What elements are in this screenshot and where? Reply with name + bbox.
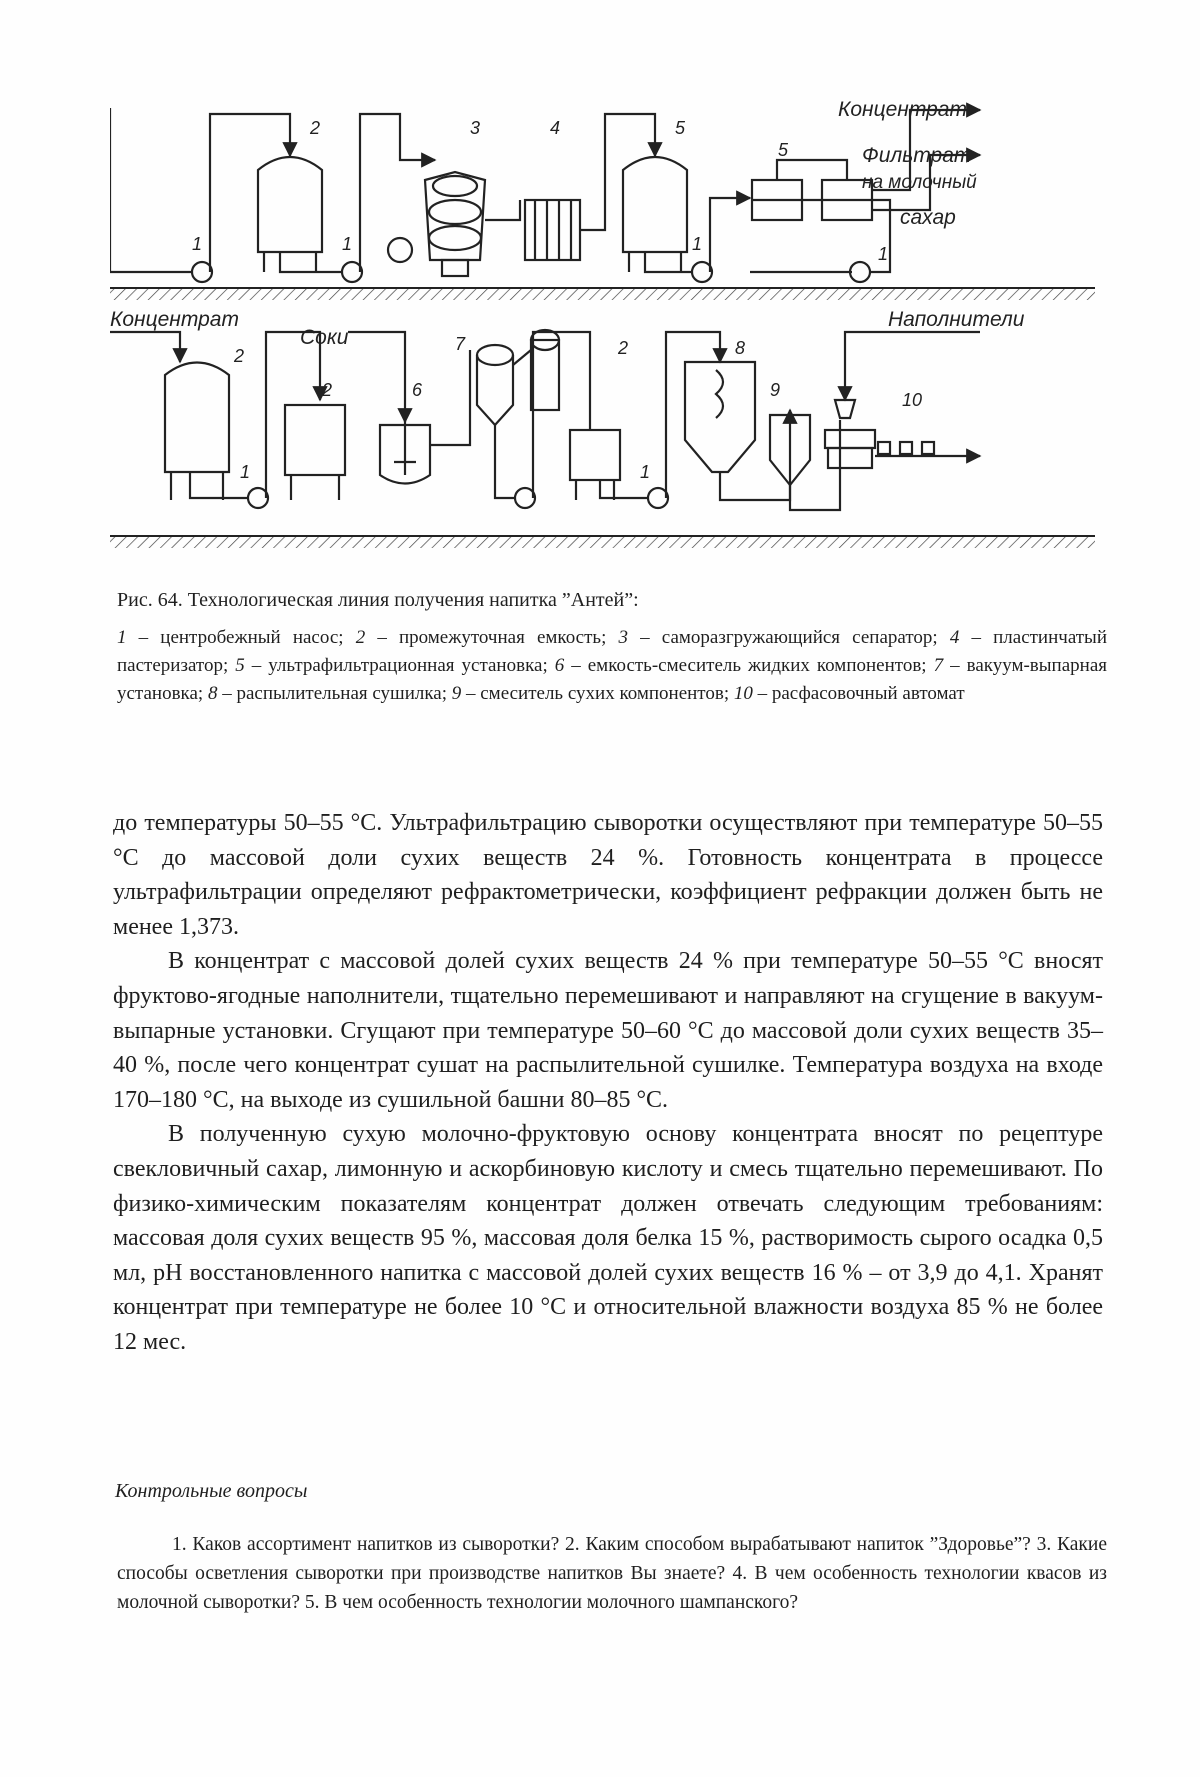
legend-number: 9 (451, 683, 462, 704)
legend-number: 8 (207, 683, 218, 704)
legend-number: 4 (949, 627, 960, 648)
tank-icon (285, 405, 345, 475)
legend-text: – вакуум-выпарная установка; (117, 655, 1107, 704)
number-label: 9 (770, 380, 781, 400)
legend-number: 7 (933, 655, 944, 676)
legend-text: – емкость-смеситель жидких компонентов; (564, 655, 934, 676)
tank-icon (258, 157, 322, 252)
packing-machine-icon (825, 430, 875, 448)
legend-number: 6 (554, 655, 565, 676)
number-label: 3 (470, 118, 481, 138)
floor-top (110, 288, 1095, 300)
number-label: 1 (342, 234, 353, 254)
label-to-milk-sugar-1: на молочный (862, 172, 977, 193)
legend-text: – пластинчатый пастеризатор; (117, 627, 1107, 676)
number-label: 7 (455, 334, 466, 354)
number-label: 1 (192, 234, 203, 254)
spray-dryer-icon (685, 362, 755, 472)
label-to-milk-sugar-2: сахар (900, 206, 956, 229)
number-label: 6 (412, 380, 423, 400)
number-label: 2 (618, 338, 629, 358)
number-label: 1 (240, 462, 251, 482)
legend-number: 1 (117, 627, 127, 648)
legend-text: – центробежный насос; (126, 627, 356, 648)
legend-text: – расфасовочный автомат (752, 683, 965, 704)
number-label: 2 (234, 346, 245, 366)
label-juices: Соки (300, 326, 349, 349)
tank-icon (623, 157, 687, 252)
number-label: 2 (322, 380, 333, 400)
number-label: 5 (675, 118, 686, 138)
figure-caption: Рис. 64. Технологическая линия получения напитка ”Антей”: (117, 589, 639, 611)
number-label: 10 (902, 390, 923, 410)
legend-text: – смеситель сухих компонентов; (461, 683, 734, 704)
number-label: 5 (778, 140, 789, 160)
tank-icon (570, 430, 620, 480)
paragraph: до температуры 50–55 °С. Ультрафильтрацию сыворотки осуществляют при температуре 50–55 °С до массовой доли сухих веществ 24 %. Готовность концентрата в процессе ультрафильтрации определяют рефрактометрически, коэффициент рефракции должен быть не менее 1,373. (113, 810, 1103, 940)
paragraph: В полученную сухую молочно-фруктовую основу концентрата вносят по рецептуре свекловичный сахар, лимонную и аскорбиновую кислоту и смесь тщательно перемешивают. По физико-химическим показателям концентрат должен отвечать следующим требованиям: массовая доля сухих веществ 95 %, массовая доля белка 15 %, растворимость сырого осадка 0,5 мл, pH восстановленного напитка с массовой долей сухих веществ 16 % – от 3,9 до 4,1. Хранят концентрат при температуре не более 10 °С и относительной влажности воздуха 85 % не более 12 мес. (113, 1121, 1103, 1355)
label-fillers: Наполнители (888, 308, 1025, 331)
diagram-svg (110, 100, 1095, 560)
legend-number: 5 (235, 655, 245, 676)
tank-icon (165, 363, 229, 473)
legend-text: – саморазгружающийся сепаратор; (628, 627, 950, 648)
number-label: 1 (692, 234, 703, 254)
pump-icon (850, 262, 870, 282)
label-concentrate-in: Концентрат (110, 308, 239, 331)
legend-number: 3 (618, 627, 628, 648)
section-title: Контрольные вопросы (115, 1480, 308, 1502)
evaporator-icon (477, 345, 513, 365)
legend-text: – промежуточная емкость; (365, 627, 619, 648)
legend-text: – распылительная сушилка; (217, 683, 452, 704)
figure-legend (117, 624, 1107, 708)
floor-bottom (110, 536, 1095, 548)
label-filtrate: Фильтрат (862, 144, 972, 167)
process-line-diagram (110, 100, 1095, 560)
number-label: 1 (640, 462, 651, 482)
legend-text: – ультрафильтрационная установка; (244, 655, 555, 676)
body-text (113, 806, 1103, 1360)
legend-number: 10 (733, 683, 753, 704)
number-label: 8 (735, 338, 746, 358)
number-label: 1 (878, 244, 889, 264)
number-label: 2 (310, 118, 321, 138)
legend-number: 2 (355, 627, 366, 648)
label-concentrate-out: Концентрат (838, 100, 967, 121)
paragraph: В концентрат с массовой долей сухих веществ 24 % при температуре 50–55 °С вносят фруктово-ягодные наполнители, тщательно перемешивают и направляют на сгущение в вакуум-выпарные установки. Сгущают при температуре 50–60 °С до массовой доли сухих веществ 35–40 %, после чего концентрат сушат на распылительной сушилке. Температура воздуха на входе 170–180 °С, на выходе из сушильной башни 80–85 °С. (113, 948, 1103, 1113)
review-questions: 1. Каков ассортимент напитков из сыворотки? 2. Каким способом вырабатывают напиток ”Здоровье”? 3. Какие способы осветления сыворотки при производстве напитков Вы знаете? 4. В чем особенность технологии квасов из молочной сыворотки? 5. В чем особенность технологии молочного шампанского? (117, 1534, 1107, 1613)
number-label: 4 (550, 118, 561, 138)
